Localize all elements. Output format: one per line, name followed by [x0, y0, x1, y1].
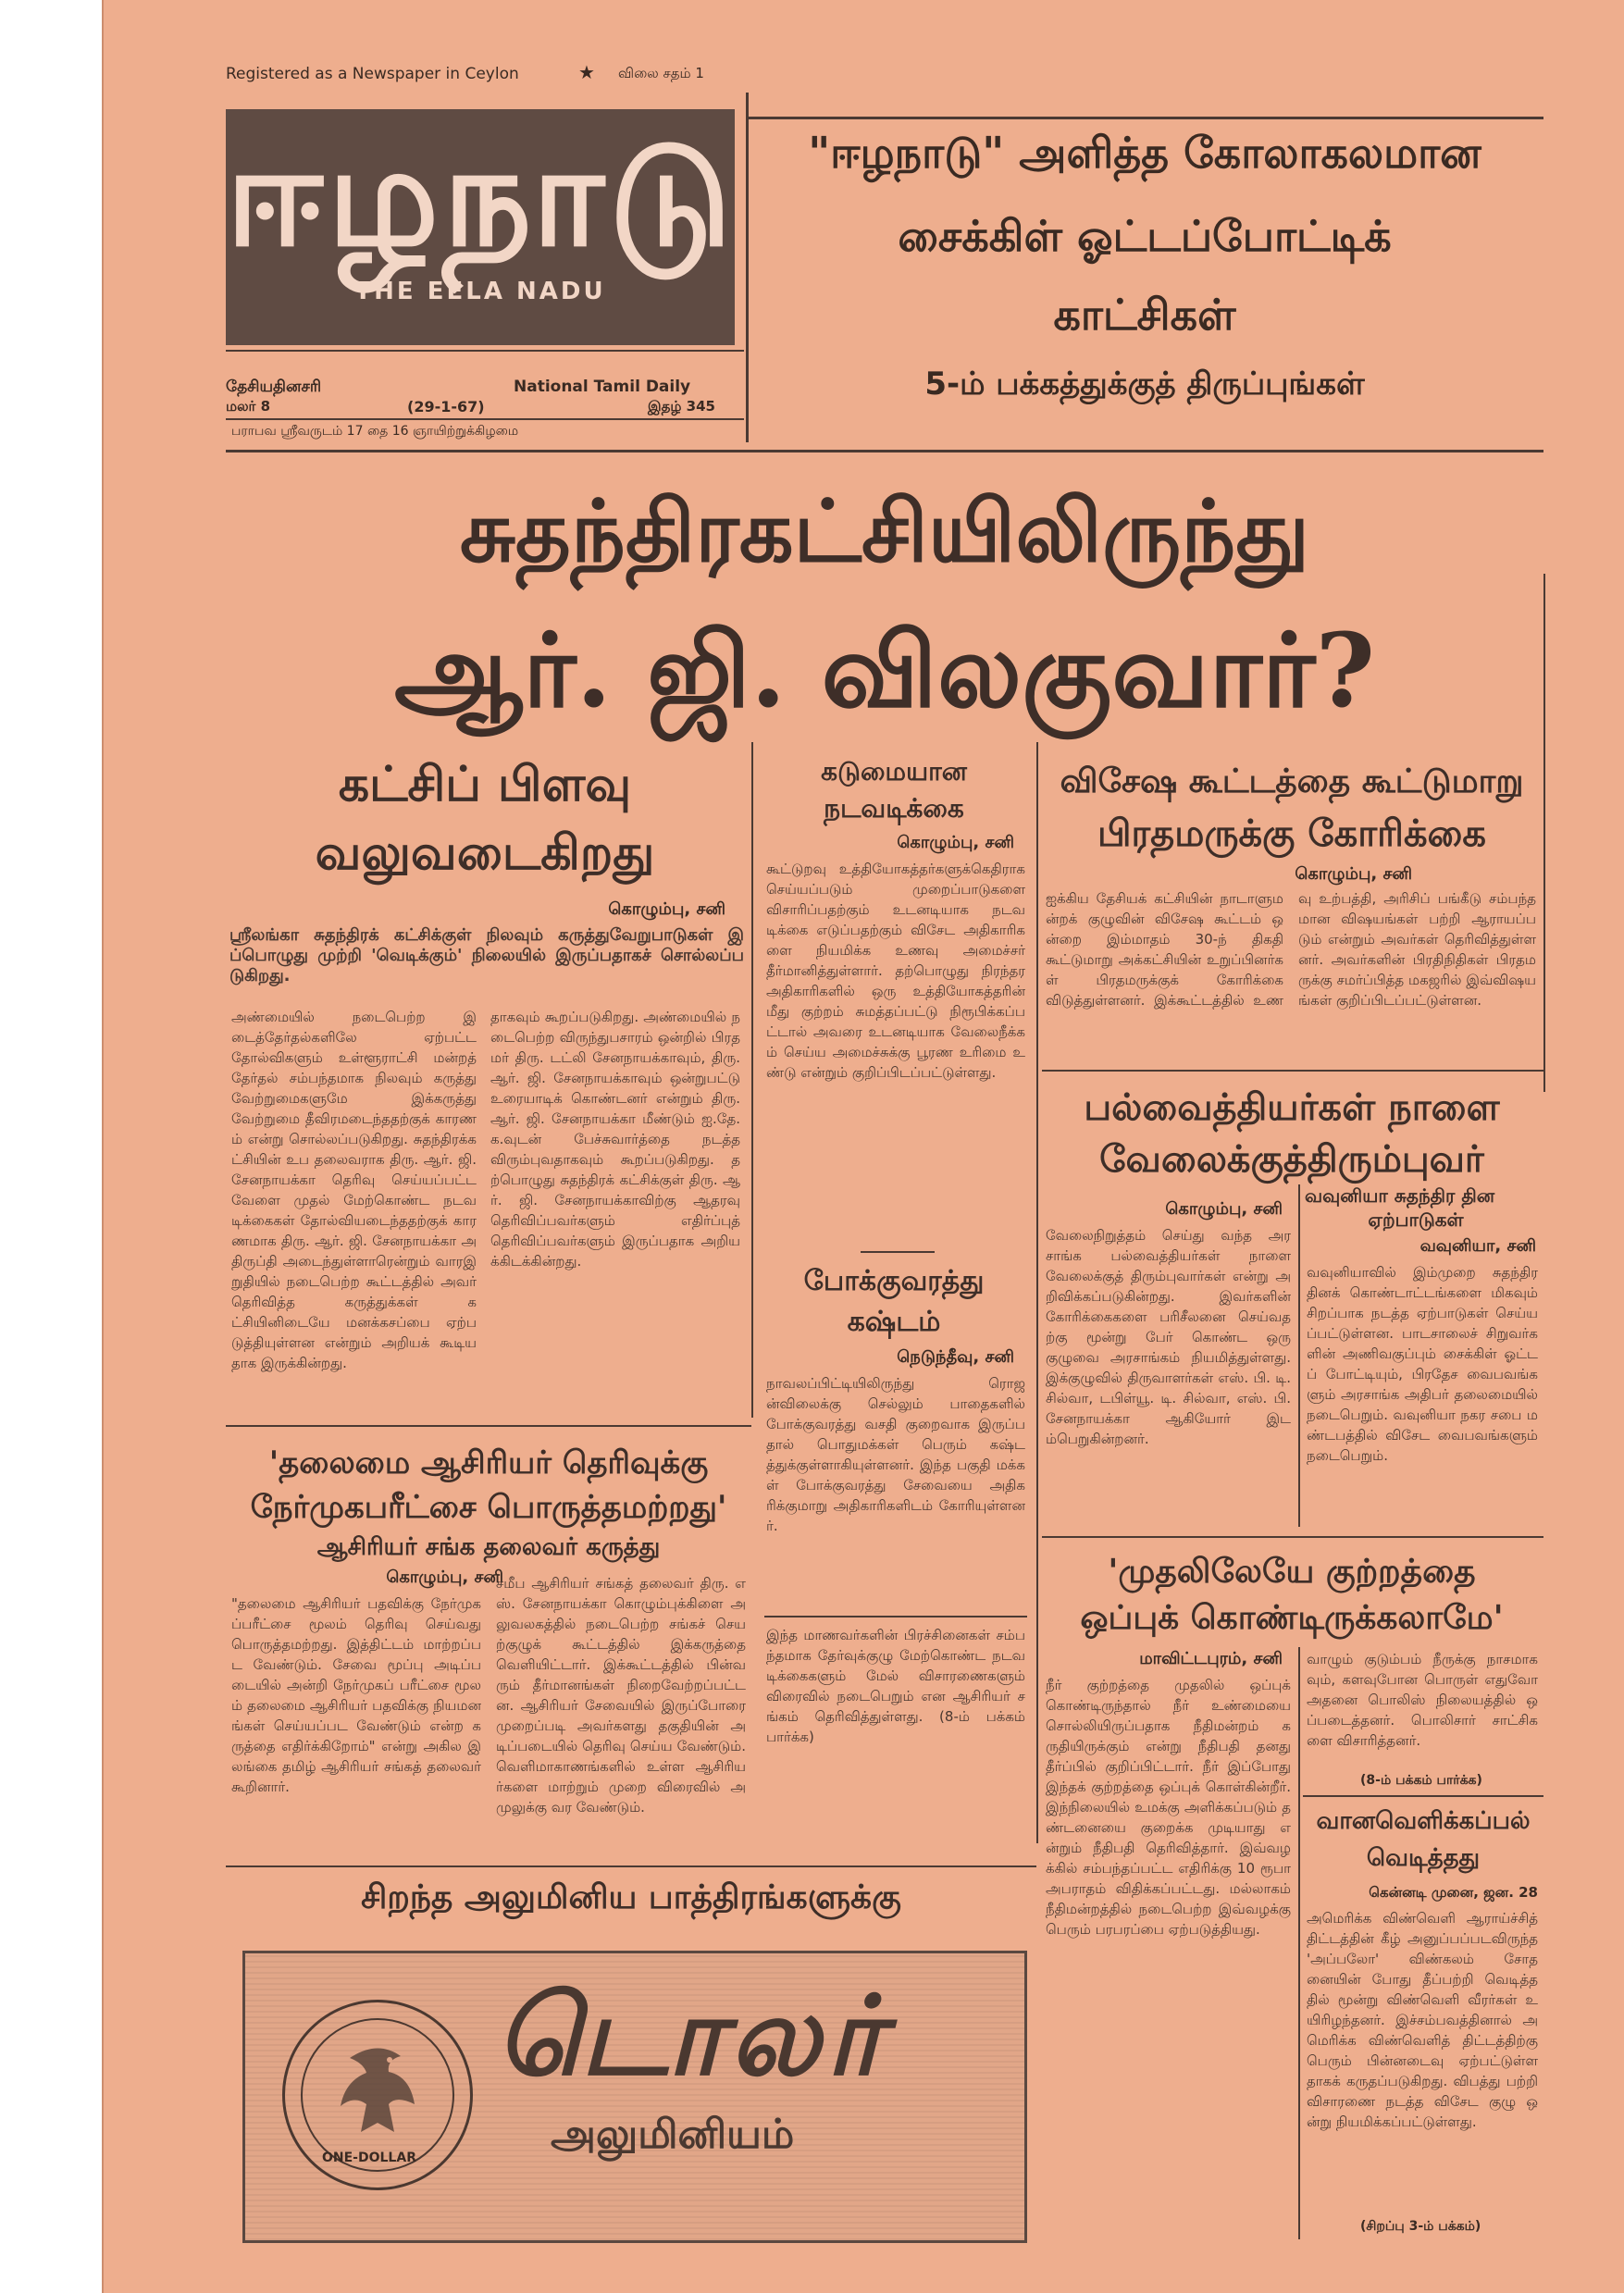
promo-line-3: காட்சிகள்	[1053, 290, 1236, 340]
issue-label: இதழ் 345	[648, 398, 715, 415]
eagle-emblem-icon	[282, 2000, 473, 2190]
crime-headline-2: ஒப்புக் கொண்டிருக்கலாமே'	[1080, 1599, 1504, 1637]
exam-headline-2: நேர்முகபரீட்சை பொருத்தமற்றது'	[250, 1489, 727, 1526]
promo-line-2: சைக்கிள் ஓட்டப்போட்டிக்	[898, 211, 1392, 261]
crime-aircraft-rule	[1298, 1647, 1300, 2239]
vavuniya-rule	[1042, 1536, 1543, 1538]
doctors-vavuniya-rule	[1298, 1184, 1300, 1527]
aircraft-headline-1: வானவெளிக்கப்பல்	[1316, 1807, 1531, 1835]
ad-tagline: சிறந்த அலுமினிய பாத்திரங்களுக்கு	[361, 1878, 901, 1916]
promo-divider	[746, 93, 749, 442]
exam-column-1: "தலைமை ஆசிரியர் பதவிக்கு நேர்முகப்பரீட்சை மூலம் தெரிவு செய்வது பொருத்தமற்றது. இத்திட்டம் மாற்றப்பட வேண்டும். சேவை மூப்பு அடிப்படையில் அன்றி நேர்முகப் பரீட்சை மூலம் தலைமை ஆசிரியர் பதவிக்கு நியமனங்கள் செய்யப்பட வேண்டும் என்ற கருத்தை எதிர்க்கிறோம்" என்று அகில இலங்கை தமிழ் ஆசிரியர் சங்கத் தலைவர் கூறினார்.	[231, 1595, 481, 1795]
masthead-title: ஈழநாடு	[226, 117, 736, 278]
daily-tamil: தேசியதினசரி	[226, 378, 322, 396]
meeting-rule	[1042, 1070, 1543, 1072]
crime-body: நீர் குற்றத்தை முதலில் ஒப்புக் கொண்டிருந்தால் நீர் உண்மையை சொல்லியிருப்பதாக நீதிமன்றம் கருதியிருக்கும் என்று நீதிபதி தனது தீர்ப்பில் குறிப்பிட்டார். நீர் இப்போது இந்தக் குற்றத்தை ஒப்புக் கொள்கின்றீர். இந்நிலையில் உமக்கு அளிக்கப்படும் தண்டனையை குறைக்க முடியாது என்றும் நீதிபதி தெரிவித்தார். இவ்வழக்கில் சம்பந்தப்பட்ட எதிரிக்கு 10 ரூபா அபராதம் விதிக்கப்பட்டது. மல்லாகம் நீதிமன்றத்தில் நடைபெற்ற இவ்வழக்கு பெரும் பரபரப்பை ஏற்படுத்தியது.	[1046, 1677, 1291, 1938]
crime-right-body: வாழும் குடும்பம் நீருக்கு நாசமாகவும், களவுபோன பொருள் எதுவோ அதனை பொலிஸ் நிலையத்தில் ஒப்படைத்தனர். பொலிசார் சாட்சிகளை விசாரித்தனர்.	[1307, 1651, 1538, 1749]
dollar-aluminium-ad	[242, 1951, 1027, 2243]
split-headline-1: கட்சிப் பிளவு	[338, 757, 632, 812]
split-exam-rule	[226, 1425, 751, 1427]
ad-product: அலுமினியம்	[551, 2111, 795, 2158]
doctors-headline-2: வேலைக்குத்திரும்புவர்	[1099, 1138, 1484, 1181]
vavuniya-headline-2: ஏற்பாடுகள்	[1368, 1208, 1464, 1231]
vavuniya-headline-1: வவுனியா சுதந்திர தின	[1305, 1184, 1495, 1207]
column-rule-1	[751, 742, 753, 1418]
split-column-2: தாகவும் கூறப்படுகிறது. அண்மையில் நடைபெற்ற விருந்துபசாரம் ஒன்றில் பிரதமர் திரு. டட்லி சேனநாயக்காவும், திரு. ஆர். ஜி. சேனநாயக்காவும் ஒன்றுபட்டு உரையாடிக் கொண்டனர் என்றும் திரு. ஆர். ஜி. சேனநாயக்கா மீண்டும் ஐ.தே.க.வுடன் பேச்சுவார்த்தை நடத்த விரும்புவதாகவும் கூறப்படுகிறது. தற்பொழுது சுதந்திரக் கட்சிக்குள் திரு. ஆர். ஜி. சேனநாயக்காவிற்கு ஆதரவு தெரிவிப்பவர்களும் எதிர்ப்புத் தெரிவிப்பவர்களும் இருப்பதாக அறியக்கிடக்கின்றது.	[490, 1009, 740, 1270]
registration-note: Registered as a Newspaper in Ceylon	[226, 65, 519, 83]
vavuniya-body: வவுனியாவில் இம்முறை சுதந்திர தினக் கொண்டாட்டங்களை மிகவும் சிறப்பாக நடத்த ஏற்பாடுகள் செய்யப்பட்டுள்ளன. பாடசாலைச் சிறுவர்களின் அணிவகுப்பும் சைக்கிள் ஓட்டப் போட்டியும், பிரதேச வைபவங்களும் அரசாங்க அதிபர் தலைமையில் நடைபெறும். வவுனியா நகர சபை மண்டபத்தில் விசேட வைபவங்களும் நடைபெறும்.	[1307, 1264, 1538, 1464]
split-lead: ஸ்ரீலங்கா சுதந்திரக் கட்சிக்குள் நிலவும் கருத்துவேறுபாடுகள் இப்பொழுது முற்றி 'வெடிக்கும்' நிலையில் இருப்பதாகச் சொல்லப்படுகிறது.	[229, 925, 744, 985]
masthead-rule	[226, 350, 744, 352]
action-headline-1: கடுமையான	[821, 756, 967, 787]
doctors-body: வேலைநிறுத்தம் செய்து வந்த அரசாங்க பல்வைத்தியர்கள் நாளை வேலைக்குத் திரும்புவார்கள் என்று அறிவிக்கப்படுகின்றது. இவர்களின் கோரிக்கைகளை பரிசீலனை செய்வதற்கு மூன்று பேர் கொண்ட ஒரு குழுவை அரசாங்கம் நியமித்துள்ளது. இக்குழுவில் திருவாளர்கள் எஸ். பி. டி. சில்வா, டபிள்யூ. டி. சில்வா, எஸ். பி. சேனநாயக்கா ஆகியோர் இடம்பெறுகின்றனர்.	[1046, 1227, 1291, 1447]
doctors-headline-1: பல்வைத்தியர்கள் நாளை	[1084, 1086, 1500, 1129]
meeting-headline-1: விசேஷ கூட்டத்தை கூட்டுமாறு	[1060, 762, 1524, 800]
emblem-text: ONE-DOLLAR	[322, 2150, 416, 2165]
ad-brand: டொலர்	[495, 1972, 889, 2100]
crime-headline-1: 'முதலிலேயே குற்றத்தை	[1108, 1553, 1476, 1591]
volume-label: மலர் 8	[226, 398, 271, 415]
ad-top-rule	[226, 1865, 1036, 1867]
aircraft-continued: (சிறப்பு 3-ம் பக்கம்)	[1360, 2219, 1481, 2234]
action-body: கூட்டுறவு உத்தியோகத்தர்களுக்கெதிராக செய்யப்படும் முறைப்பாடுகளை விசாரிப்பதற்கும் உடனடியாக நடவடிக்கை எடுப்பதற்கும் விசேட அதிகாரிகளை நியமிக்க உணவு அமைச்சர் தீர்மானித்துள்ளார். தற்பொழுது நிரந்தர அதிகாரிகளில் ஒரு உத்தியோகத்தரின் மீது குற்றம் சுமத்தப்பட்டு நிரூபிக்கப்பட்டால் அவரை உடனடியாக வேலைநீக்கம் செய்ய அமைச்சுக்கு பூரண உரிமை உண்டு என்றும் குறிப்பிடப்பட்டுள்ளது.	[766, 861, 1025, 1081]
calendar-rule-top	[226, 418, 744, 420]
promo-top-rule	[746, 117, 1543, 119]
promo-line-1: "ஈழநாடு" அளித்த கோலாகலமான	[808, 128, 1481, 178]
masthead	[226, 109, 735, 345]
meeting-dateline: கொழும்பு, சனி	[1295, 864, 1412, 884]
date-label: (29-1-67)	[407, 398, 485, 415]
column-rule-2	[1036, 742, 1038, 1843]
vavuniya-dateline: வவுனியா, சனி	[1419, 1236, 1536, 1256]
action-headline-2: நடவடிக்கை	[824, 793, 964, 824]
meeting-headline-2: பிரதமருக்கு கோரிக்கை	[1097, 812, 1486, 855]
header-rule	[226, 450, 1543, 452]
doctors-dateline: கொழும்பு, சனி	[1165, 1199, 1283, 1219]
promo-line-4: 5-ம் பக்கத்துக்குத் திருப்புங்கள்	[924, 366, 1365, 403]
transport-headline-1: போக்குவரத்து	[803, 1265, 985, 1297]
transport-rule	[861, 1251, 935, 1253]
daily-english: National Tamil Daily	[514, 378, 691, 396]
masthead-subtitle: THE EELA NADU	[354, 278, 606, 305]
transport-continuation: இந்த மாணவர்களின் பிரச்சினைகள் சம்பந்தமாக தேர்வுக்குழு மேற்கொண்ட நடவடிக்கைகளும் மேல் விசாரணைகளும் விரைவில் நடைபெறும் என ஆசிரியர் சங்கம் தெரிவித்துள்ளது. (8-ம் பக்கம் பார்க்க)	[766, 1627, 1025, 1745]
aircraft-headline-2: வெடித்தது	[1366, 1844, 1481, 1872]
exam-subhead: ஆசிரியர் சங்க தலைவர் கருத்து	[316, 1533, 661, 1561]
transport-continuation-rule	[764, 1616, 1027, 1617]
crime-continued: (8-ம் பக்கம் பார்க்க)	[1360, 1773, 1482, 1788]
transport-headline-2: கஷ்டம்	[847, 1306, 941, 1338]
action-dateline: கொழும்பு, சனி	[897, 833, 1014, 852]
transport-dateline: நெடுந்தீவு, சனி	[897, 1347, 1014, 1367]
transport-body: நாவலப்பிட்டியிலிருந்து ரொஜன்விலைக்கு செல்லும் பாதைகளில் போக்குவரத்து வசதி குறைவாக இருப்பதால் பொதுமக்கள் பெரும் கஷ்டத்துக்குள்ளாகியுள்ளனர். இந்த பகுதி மக்கள் போக்குவரத்து சேவையை அதிகரிக்குமாறு அதிகாரிகளிடம் கோரியுள்ளனர்.	[766, 1375, 1025, 1534]
exam-column-2: சமீப ஆசிரியர் சங்கத் தலைவர் திரு. எஸ். சேனநாயக்கா கொழும்புக்கிளை அலுவலகத்தில் நடைபெற்ற சங்கச் செயற்குழுக் கூட்டத்தில் இக்கருத்தை வெளியிட்டார். இக்கூட்டத்தில் பின்வரும் தீர்மானங்கள் நிறைவேற்றப்பட்டன. ஆசிரியர் சேவையில் இருப்போரை முறைப்படி அவர்களது தகுதியின் அடிப்படையில் தெரிவு செய்ய வேண்டும். வெளிமாகாணங்களில் உள்ள ஆசிரியர்களை மாற்றும் முறை விரைவில் அமுலுக்கு வர வேண்டும்.	[496, 1575, 746, 1816]
crime-dateline: மாவிட்டபுரம், சனி	[1139, 1649, 1283, 1668]
meeting-body: ஐக்கிய தேசியக் கட்சியின் நாடாளுமன்றக் குழுவின் விசேஷ கூட்டம் ஒன்றை இம்மாதம் 30-ந் திகதி கூட்டுமாறு அக்கட்சியின் உறுப்பினர்கள் பிரதமருக்குக் கோரிக்கை விடுத்துள்ளனர். இக்கூட்டத்தில் உணவு உற்பத்தி, அரிசிப் பங்கீடு சம்பந்தமான விஷயங்கள் பற்றி ஆராயப்படும் என்றும் அவர்கள் தெரிவித்துள்ளனர். அவர்களின் பிரதிநிதிகள் பிரதமருக்கு சமர்ப்பித்த மகஜரில் இவ்விஷயங்கள் குறிப்பிடப்பட்டுள்ளன.	[1046, 890, 1536, 1009]
aircraft-dateline: கென்னடி முனை, ஜன. 28	[1369, 1884, 1538, 1901]
crime-right-rule	[1303, 1795, 1543, 1797]
split-dateline: கொழும்பு, சனி	[608, 899, 725, 919]
exam-dateline: கொழும்பு, சனி	[386, 1568, 503, 1587]
split-headline-2: வலுவடைகிறது	[315, 825, 655, 881]
calendar-line: பராபவ ஸ்ரீவருடம் 17 தை 16 ஞாயிற்றுக்கிழமை	[231, 424, 519, 439]
star-icon: ★	[578, 61, 595, 83]
main-headline-line-2: ஆர். ஜி. விலகுவார்?	[394, 611, 1375, 730]
exam-headline-1: 'தலைமை ஆசிரியர் தெரிவுக்கு	[268, 1444, 709, 1481]
aircraft-body: அமெரிக்க விண்வெளி ஆராய்ச்சித் திட்டத்தின் கீழ் அனுப்பப்படவிருந்த 'அப்பலோ' விண்கலம் சோதனையின் போது தீப்பற்றி வெடித்ததில் மூன்று விண்வெளி வீரர்கள் உயிரிழந்தனர். இச்சம்பவத்தினால் அமெரிக்க விண்வெளித் திட்டத்திற்கு பெரும் பின்னடைவு ஏற்பட்டுள்ளதாகக் கருதப்படுகிறது. விபத்து பற்றி விசாரணை நடத்த விசேட குழு ஒன்று நியமிக்கப்பட்டுள்ளது.	[1307, 1910, 1538, 2130]
main-headline-line-1: சுதந்திரகட்சியிலிருந்து	[459, 481, 1310, 581]
split-column-1: அண்மையில் நடைபெற்ற இடைத்தேர்தல்களிலே ஏற்பட்ட தோல்விகளும் உள்ளூராட்சி மன்றத் தேர்தல் சம்பந்தமாக நிலவும் கருத்து வேற்றுமைகளுமே இக்கருத்து வேற்றுமை தீவிரமடைந்ததற்குக் காரணம் என்று சொல்லப்படுகிறது. சுதந்திரக்கட்சியின் உப தலைவராக திரு. ஆர். ஜி. சேனநாயக்கா தெரிவு செய்யப்பட்டவேளை முதல் மேற்கொண்ட நடவடிக்கைகள் தோல்வியடைந்ததற்குக் காரணமாக திரு. ஆர். ஜி. சேனநாயக்கா அதிருப்தி அடைந்துள்ளாரென்றும் வாரஇறுதியில் நடைபெற்ற கூட்டத்தில் அவர் தெரிவித்த கருத்துக்கள் கட்சியினிடையே மனக்கசப்பை ஏற்படுத்தியுள்ளன என்றும் அறியக் கூடியதாக இருக்கின்றது.	[231, 1009, 477, 1371]
price-label: விலை சதம் 1	[618, 65, 704, 81]
column-rule-right	[1543, 574, 1545, 1092]
